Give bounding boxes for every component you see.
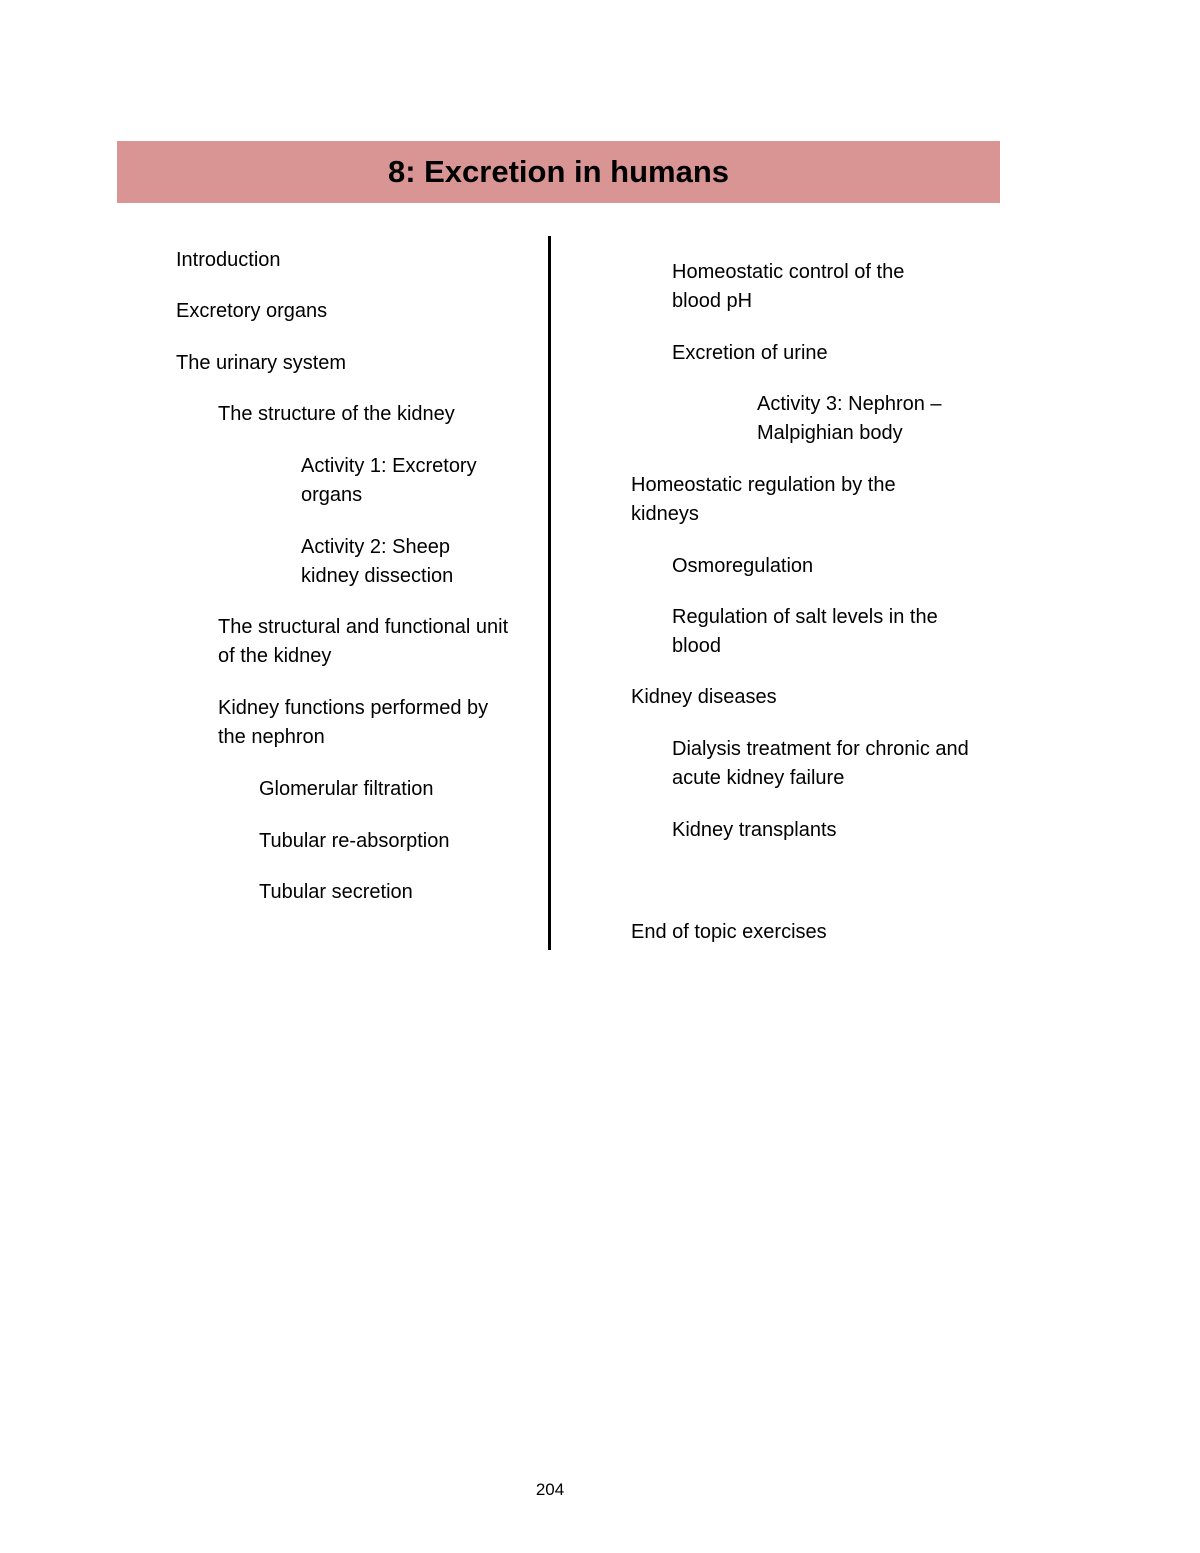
page-number: 204 <box>535 1480 565 1499</box>
toc-item-activity-2: Activity 2: Sheep kidney dissection <box>301 536 454 587</box>
toc-item-activity-1: Activity 1: Excretory organs <box>301 455 477 506</box>
toc-item-excretion-urine: Excretion of urine <box>672 342 828 364</box>
column-divider <box>548 236 551 950</box>
toc-item-introduction: Introduction <box>176 249 281 271</box>
chapter-title-banner <box>117 141 1000 203</box>
toc-item-kidney-diseases: Kidney diseases <box>631 686 777 708</box>
toc-item-salt-levels: Regulation of salt levels in the blood <box>672 606 938 657</box>
toc-item-tubular-reabsorption: Tubular re-absorption <box>259 830 450 852</box>
chapter-title: 8: Excretion in humans <box>387 154 730 189</box>
toc-item-homeostatic-regulation: Homeostatic regulation by the kidneys <box>631 474 896 525</box>
toc-item-nephron-functions: Kidney functions performed by the nephron <box>218 697 489 748</box>
toc-item-excretory-organs: Excretory organs <box>176 300 328 322</box>
toc-item-structural-functional-unit: The structural and functional unit of the kidney <box>218 616 509 667</box>
toc-item-osmoregulation: Osmoregulation <box>672 555 814 577</box>
toc-item-kidney-structure: The structure of the kidney <box>218 403 455 425</box>
toc-item-end-exercises: End of topic exercises <box>631 921 827 943</box>
toc-item-kidney-transplants: Kidney transplants <box>672 819 837 841</box>
toc-item-tubular-secretion: Tubular secretion <box>259 881 413 903</box>
toc-item-activity-3: Activity 3: Nephron – Malpighian body <box>757 393 942 444</box>
toc-item-glomerular-filtration: Glomerular filtration <box>259 778 434 800</box>
toc-item-urinary-system: The urinary system <box>176 352 347 374</box>
toc-item-dialysis: Dialysis treatment for chronic and acute kidney failure <box>672 738 969 789</box>
toc-item-blood-ph: Homeostatic control of the blood pH <box>672 261 905 312</box>
